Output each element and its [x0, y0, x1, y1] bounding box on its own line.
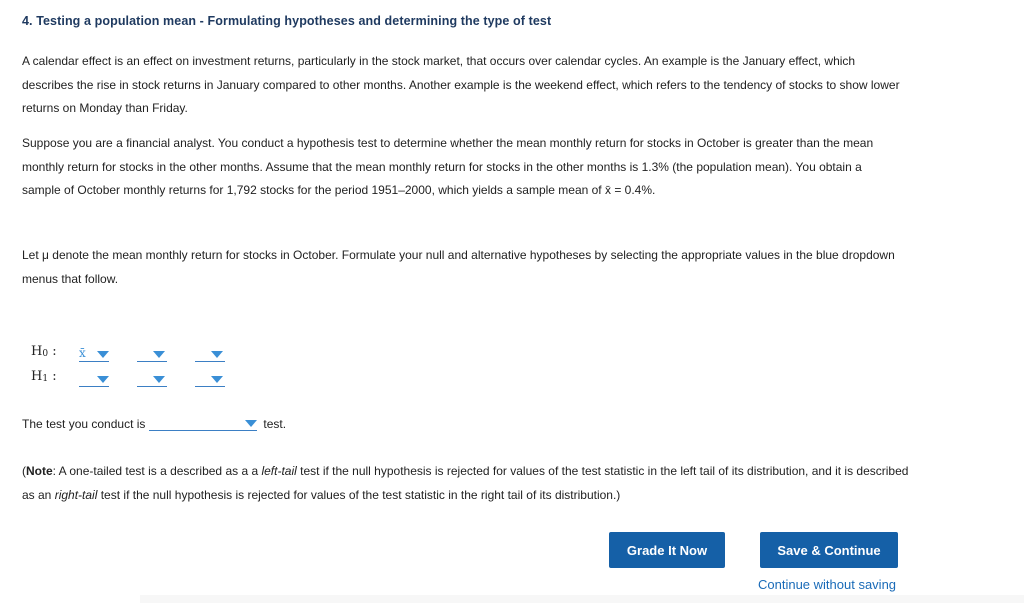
null-hypothesis-label: $H_0$ : — [31, 344, 57, 359]
test-type-dropdown[interactable] — [149, 414, 257, 431]
chevron-down-icon — [211, 351, 223, 358]
h1-parameter-dropdown[interactable] — [79, 370, 109, 387]
test-type-suffix: test. — [263, 417, 287, 431]
save-and-continue-button[interactable]: Save & Continue — [760, 532, 898, 568]
h0-relation-dropdown[interactable] — [137, 345, 167, 362]
h0-parameter-dropdown[interactable] — [79, 345, 109, 362]
null-hypothesis-row — [31, 342, 253, 362]
chevron-down-icon — [153, 351, 165, 358]
question-title: 4. Testing a population mean - Formulating hypotheses and determining the type of test — [22, 14, 552, 28]
chevron-down-icon — [211, 376, 223, 383]
test-type-line — [22, 414, 286, 431]
alternative-hypothesis-row — [31, 367, 253, 387]
grade-it-now-button[interactable]: Grade It Now — [609, 532, 725, 568]
alternative-hypothesis-label: $H_1$ : — [31, 369, 57, 384]
scenario-paragraph: Suppose you are a financial analyst. You conduct a hypothesis test to determine whether the mean monthly return for stocks in October is greater than the mean monthly return for stocks in the other months. Assume that the mean monthly return for stocks in the other months is 1.3% (the population mean). You obtain a sample of October monthly returns for 1,792 stocks for the period 1951–2000, which yields a sample mean of x̄ = 0.4%. — [22, 136, 874, 197]
right-tail-term: right-tail — [54, 487, 98, 502]
h0-parameter-value: x̄ — [79, 346, 86, 360]
footer-strip — [140, 595, 1024, 603]
continue-without-saving-link[interactable]: Continue without saving — [758, 577, 897, 592]
chevron-down-icon — [97, 351, 109, 358]
note-paragraph: (Note: A one-tailed test is a described as a a left-tail test if the null hypothesis is rejected for values of the test statistic in the left tail of its distribution, and it is described as an right-tail test if the null hypothesis is rejected for values of the test statistic in the right tail of its distribution.) — [22, 464, 909, 502]
test-type-prefix: The test you conduct is — [22, 417, 146, 431]
h0-value-dropdown[interactable] — [195, 345, 225, 362]
h1-relation-dropdown[interactable] — [137, 370, 167, 387]
chevron-down-icon — [245, 420, 257, 427]
intro-paragraph: A calendar effect is an effect on investment returns, particularly in the stock market, that occurs over calendar cycles. An example is the January effect, which describes the rise in stock returns in January compared to other months. Another example is the weekend effect, which refers to the tendency of stocks to show lower returns on Monday than Friday. — [22, 54, 900, 115]
h1-value-dropdown[interactable] — [195, 370, 225, 387]
instruction-paragraph: Let μ denote the mean monthly return for stocks in October. Formulate your null and alternative hypotheses by selecting the appropriate values in the blue dropdown menus that follow. — [22, 248, 895, 286]
chevron-down-icon — [97, 376, 109, 383]
chevron-down-icon — [153, 376, 165, 383]
left-tail-term: left-tail — [261, 464, 297, 478]
note-label: Note — [26, 464, 53, 478]
